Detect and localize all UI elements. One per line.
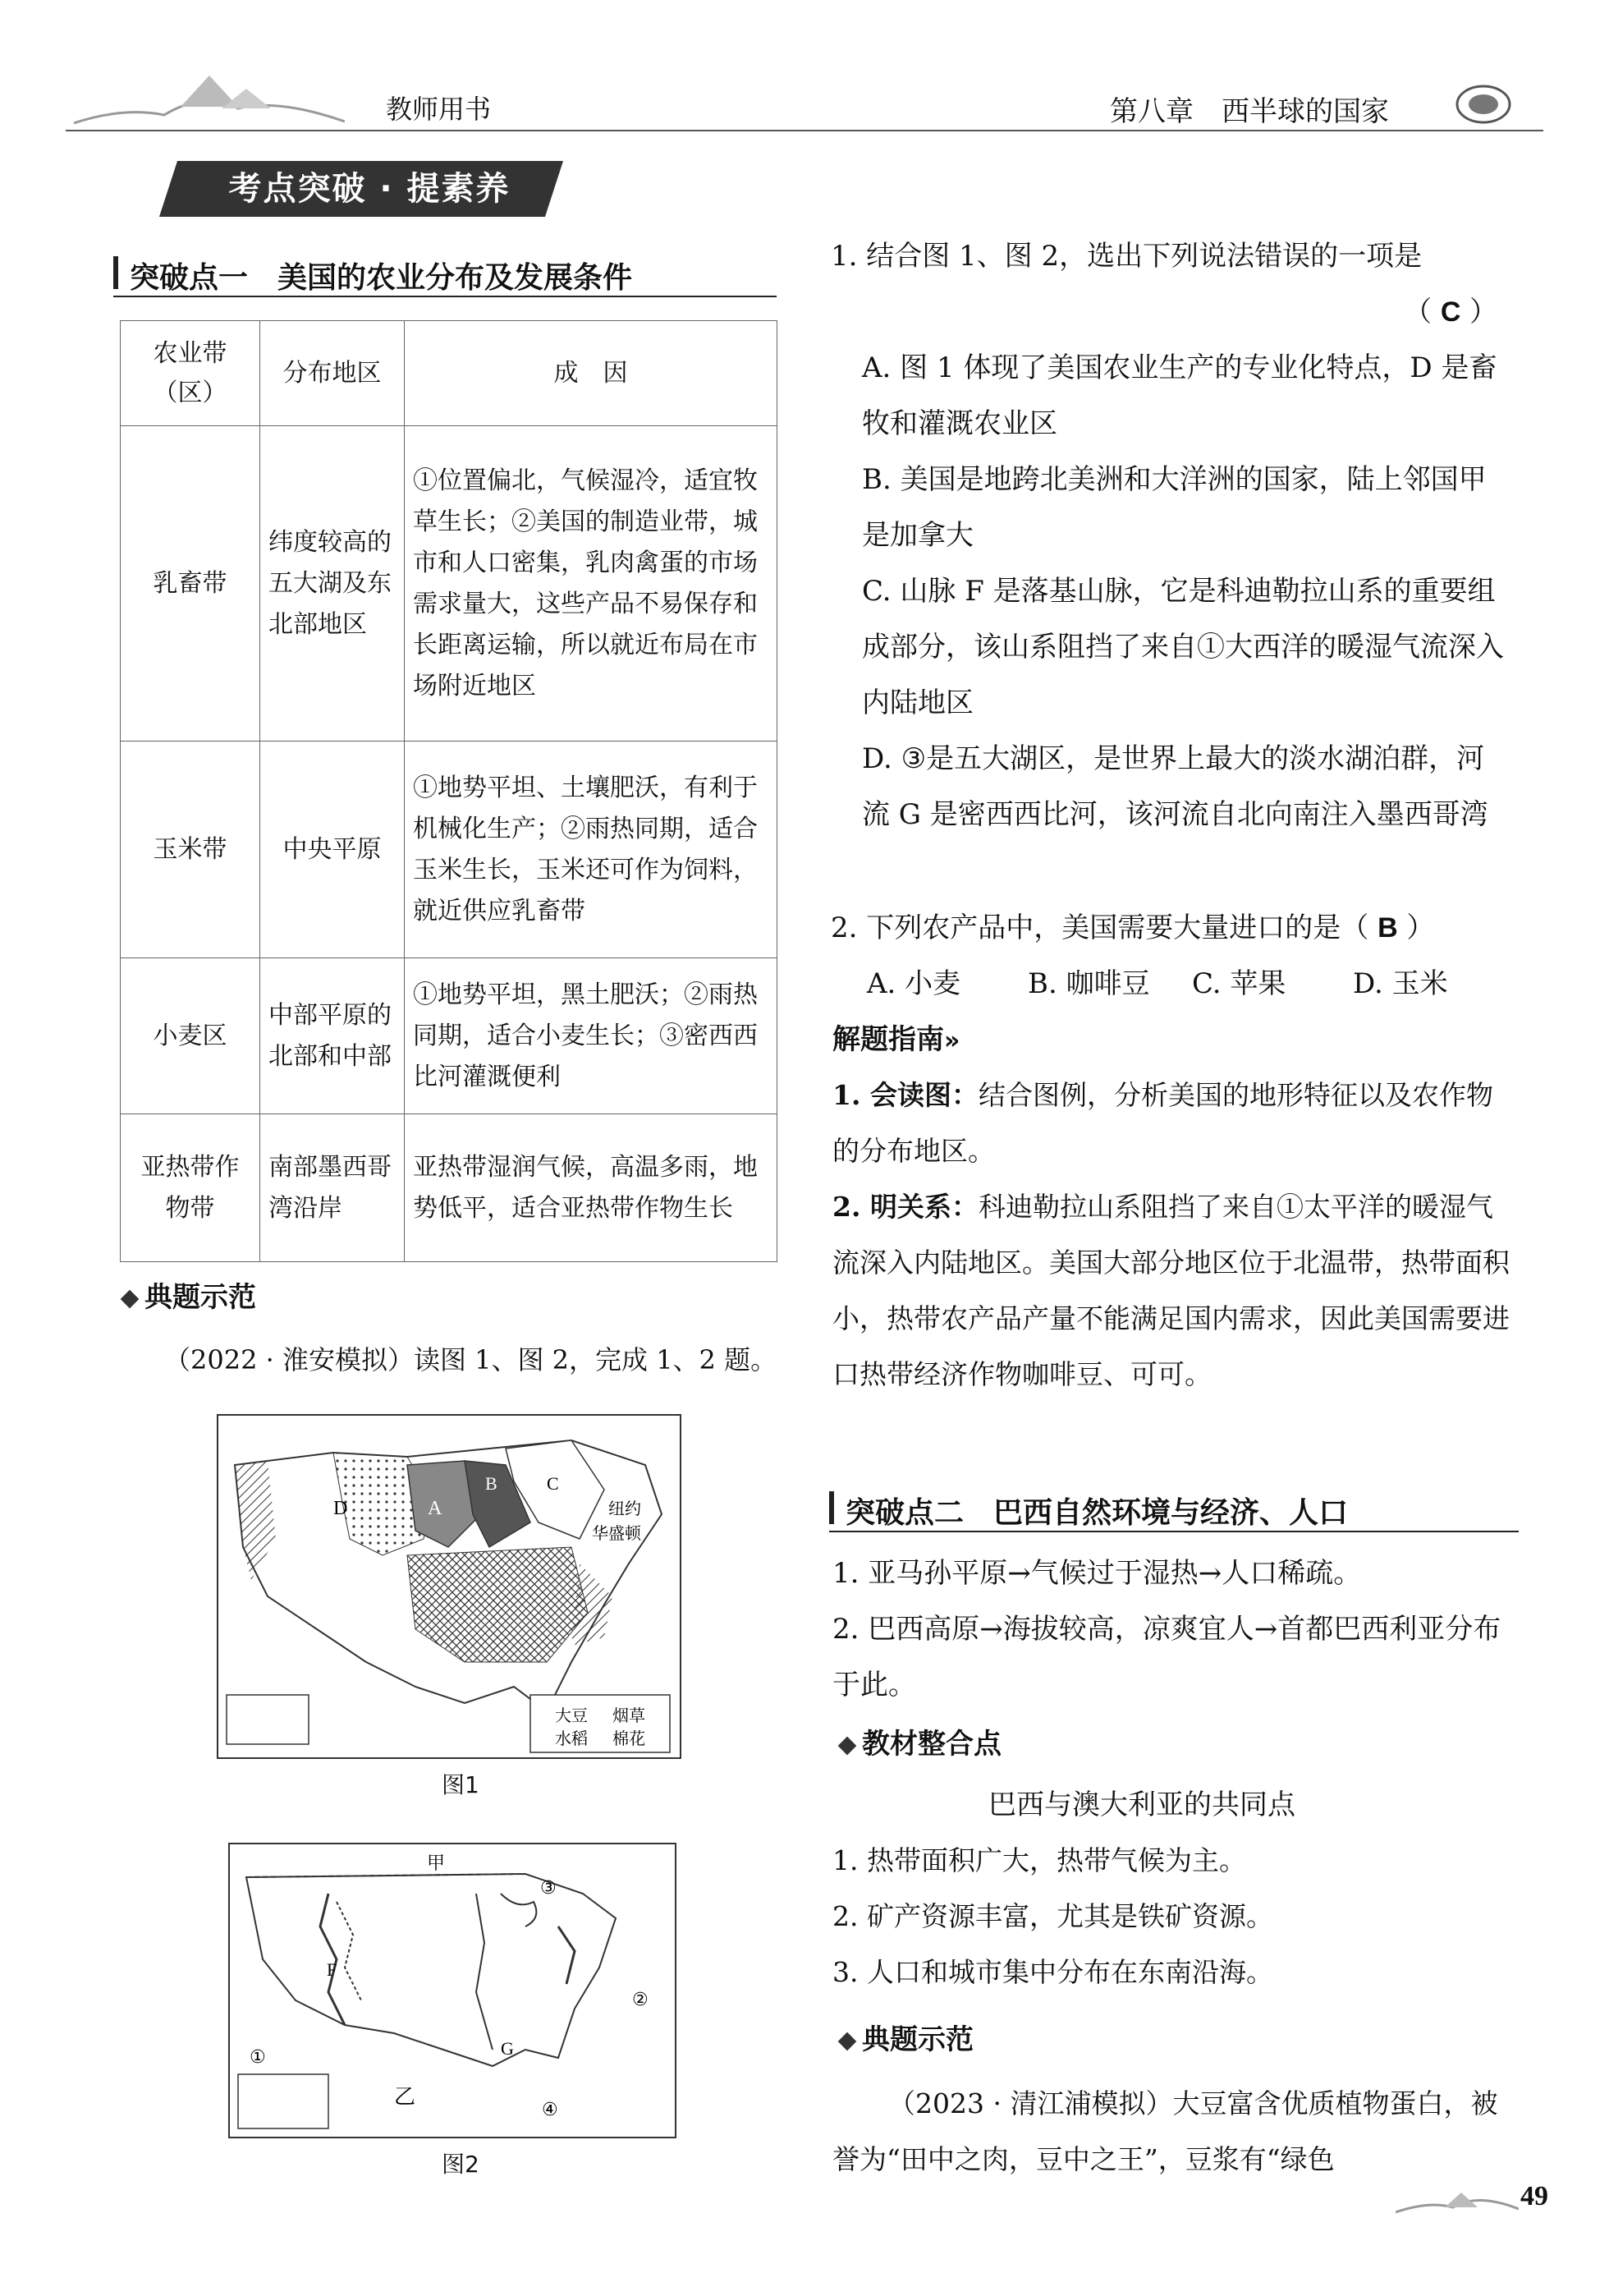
section-underline — [113, 296, 777, 297]
usa-physical-map — [230, 1844, 675, 2137]
header-rule — [66, 130, 1543, 131]
table-cell-reason: ①地势平坦、土壤肥沃，有利于机械化生产；②雨热同期，适合玉米生长，玉米还可作为饲料，就近供应乳畜带 — [405, 742, 777, 958]
q1-option-a: A. 图 1 体现了美国农业生产的专业化特点，D 是畜牧和灌溉农业区 — [862, 351, 1497, 440]
example-intro: （2022 · 淮安模拟）读图 1、图 2，完成 1、2 题。 — [164, 1344, 777, 1375]
map2-label: F — [327, 1959, 337, 1980]
q2-option: C. 苹果 — [1192, 967, 1286, 1000]
section2-point: 1. 亚马孙平原→气候过于湿热→人口稀疏。 — [832, 1557, 1362, 1590]
table-cell-area: 中部平原的北部和中部 — [260, 958, 405, 1114]
guide-text: 科迪勒拉山系阻挡了来自①太平洋的暖湿气流深入内陆地区。美国大部分地区位于北温带，热带面积小，热带农产品产量不能满足国内需求，因此美国需要进口热带经济作物咖啡豆、可可。 — [832, 1191, 1510, 1390]
q1-answer-bracket: （ C ） — [1404, 296, 1498, 328]
q2-options — [867, 956, 1540, 1012]
textbook-point: 1. 热带面积广大，热带气候为主。 — [832, 1844, 1246, 1876]
guide-keyword: 1. 会读图： — [832, 1079, 979, 1111]
q2-answer: B — [1378, 912, 1398, 944]
q1-answer: C — [1440, 296, 1461, 328]
map2-label: ④ — [542, 2100, 558, 2120]
map1-label: C — [547, 1473, 559, 1494]
q1-option-b: B. 美国是地跨北美洲和大洋洲的国家，陆上邻国甲是加拿大 — [862, 463, 1487, 552]
diamond-icon — [838, 1736, 857, 1755]
guide-heading-text: 解题指南 — [832, 1023, 944, 1056]
table-cell-reason: ①位置偏北，气候湿冷，适宜牧草生长；②美国的制造业带，城市和人口密集，乳肉禽蛋的市场需求量大，这些产品不易保存和长距离运输，所以就近布局在市场附近地区 — [405, 426, 777, 742]
textbook-heading-text: 教材整合点 — [862, 1728, 1002, 1761]
table-cell-area: 中央平原 — [260, 742, 405, 958]
usa-agriculture-map — [218, 1416, 680, 1757]
diamond-icon — [121, 1289, 140, 1308]
map1-label: D — [333, 1498, 348, 1519]
table-row — [121, 958, 777, 1114]
map1-label: 华盛顿 — [592, 1523, 641, 1543]
table-header-cell: 成 因 — [405, 321, 777, 426]
textbook-point: 2. 矿产资源丰富，尤其是铁矿资源。 — [832, 1900, 1273, 1932]
table-cell-belt: 亚热带作物带 — [121, 1114, 260, 1262]
map1-legend-item: 水稻 — [555, 1729, 588, 1748]
map2-label: 甲 — [427, 1853, 446, 1874]
map1-label: 纽约 — [608, 1499, 641, 1518]
q2-option: A. 小麦 — [867, 967, 961, 1000]
table-cell-reason: 亚热带湿润气候，高温多雨，地势低平，适合亚热带作物生长 — [405, 1114, 777, 1262]
q1-stem: 1. 结合图 1、图 2，选出下列说法错误的一项是 — [831, 240, 1423, 273]
header-logo-icon — [1455, 82, 1512, 126]
section-banner: 考点突破 · 提素养 — [228, 170, 511, 208]
table-cell-area: 纬度较高的五大湖及东北部地区 — [260, 426, 405, 742]
double-chevron-icon: » — [944, 1026, 960, 1055]
section-bar — [829, 1491, 834, 1524]
table-cell-area: 南部墨西哥湾沿岸 — [260, 1114, 405, 1262]
example-heading-text: 典题示范 — [862, 2023, 974, 2056]
map-figure-2 — [228, 1843, 676, 2138]
textbook-title: 巴西与澳大利亚的共同点 — [988, 1789, 1295, 1821]
table-header-cell: 农业带（区） — [121, 321, 260, 426]
guide-item-1 — [832, 1068, 1517, 1179]
textbook-point: 3. 人口和城市集中分布在东南沿海。 — [832, 1956, 1273, 1988]
page-number: 49 — [1520, 2181, 1548, 2211]
table-cell-belt: 小麦区 — [121, 958, 260, 1114]
example-heading — [841, 2017, 974, 2057]
section2-title: 突破点二 巴西自然环境与经济、人口 — [846, 1496, 1349, 1530]
map2-label: ③ — [540, 1878, 557, 1899]
header-decoration-icon — [74, 57, 345, 131]
header-chapter-title: 第八章 西半球的国家 — [1110, 95, 1389, 128]
map1-legend-item: 大豆 — [555, 1706, 588, 1725]
section-bar — [113, 256, 118, 289]
guide-heading — [832, 1017, 960, 1057]
map1-caption: 图1 — [442, 1771, 479, 1798]
q1-option-d: D. ③是五大湖区，是世界上最大的淡水湖泊群，河流 G 是密西西比河，该河流自北向南注入墨西哥湾 — [862, 742, 1488, 831]
map2-caption: 图2 — [442, 2151, 479, 2178]
map1-label: B — [485, 1473, 497, 1494]
section1-title: 突破点一 美国的农业分布及发展条件 — [130, 261, 633, 295]
diamond-icon — [838, 2032, 857, 2050]
table-cell-belt: 玉米带 — [121, 742, 260, 958]
q1-option-c: C. 山脉 F 是落基山脉，它是科迪勒拉山系的重要组成部分，该山系阻挡了来自①大西洋的暖湿气流深入内陆地区 — [862, 575, 1504, 719]
example-heading — [123, 1274, 256, 1315]
map2-label: ② — [632, 1990, 649, 2010]
example-heading-text: 典题示范 — [144, 1281, 256, 1314]
map1-legend-item: 棉花 — [612, 1729, 645, 1748]
table-row — [121, 1114, 777, 1262]
table-header-row — [121, 321, 777, 426]
section2-point: 2. 巴西高原→海拔较高，凉爽宜人→首都巴西利亚分布于此。 — [832, 1613, 1501, 1701]
map1-legend-item: 烟草 — [612, 1706, 645, 1725]
section-underline — [829, 1531, 1519, 1532]
map2-label: G — [501, 2038, 514, 2059]
map2-label: ① — [250, 2047, 266, 2068]
guide-item-2 — [832, 1179, 1517, 1403]
map2-label: 乙 — [394, 2085, 416, 2110]
table-cell-reason: ①地势平坦，黑土肥沃；②雨热同期，适合小麦生长；③密西西比河灌溉便利 — [405, 958, 777, 1114]
map-figure-1 — [217, 1414, 681, 1759]
map1-label: A — [428, 1498, 442, 1519]
table-header-cell: 分布地区 — [260, 321, 405, 426]
agriculture-table — [120, 320, 777, 1262]
table-cell-belt: 乳畜带 — [121, 426, 260, 742]
q2-stem-row: 2. 下列农产品中，美国需要大量进口的是（ B ） — [831, 912, 1435, 944]
q2-option: B. 咖啡豆 — [1028, 967, 1150, 1000]
q2-stem: 2. 下列农产品中，美国需要大量进口的是（ — [831, 912, 1369, 944]
guide-keyword: 2. 明关系： — [832, 1191, 979, 1223]
textbook-heading — [841, 1721, 1002, 1761]
header-book-type: 教师用书 — [386, 94, 492, 125]
table-row — [121, 426, 777, 742]
footer-decoration-icon — [1396, 2184, 1519, 2217]
q2-option: D. 玉米 — [1353, 967, 1448, 1000]
guide-text: 结合图例，分析美国的地形特征以及农作物的分布地区。 — [832, 1079, 1493, 1167]
table-row — [121, 742, 777, 958]
example2-text: （2023 · 清江浦模拟）大豆富含优质植物蛋白，被誉为“田中之肉，豆中之王”，豆浆有“绿色 — [832, 2087, 1498, 2175]
